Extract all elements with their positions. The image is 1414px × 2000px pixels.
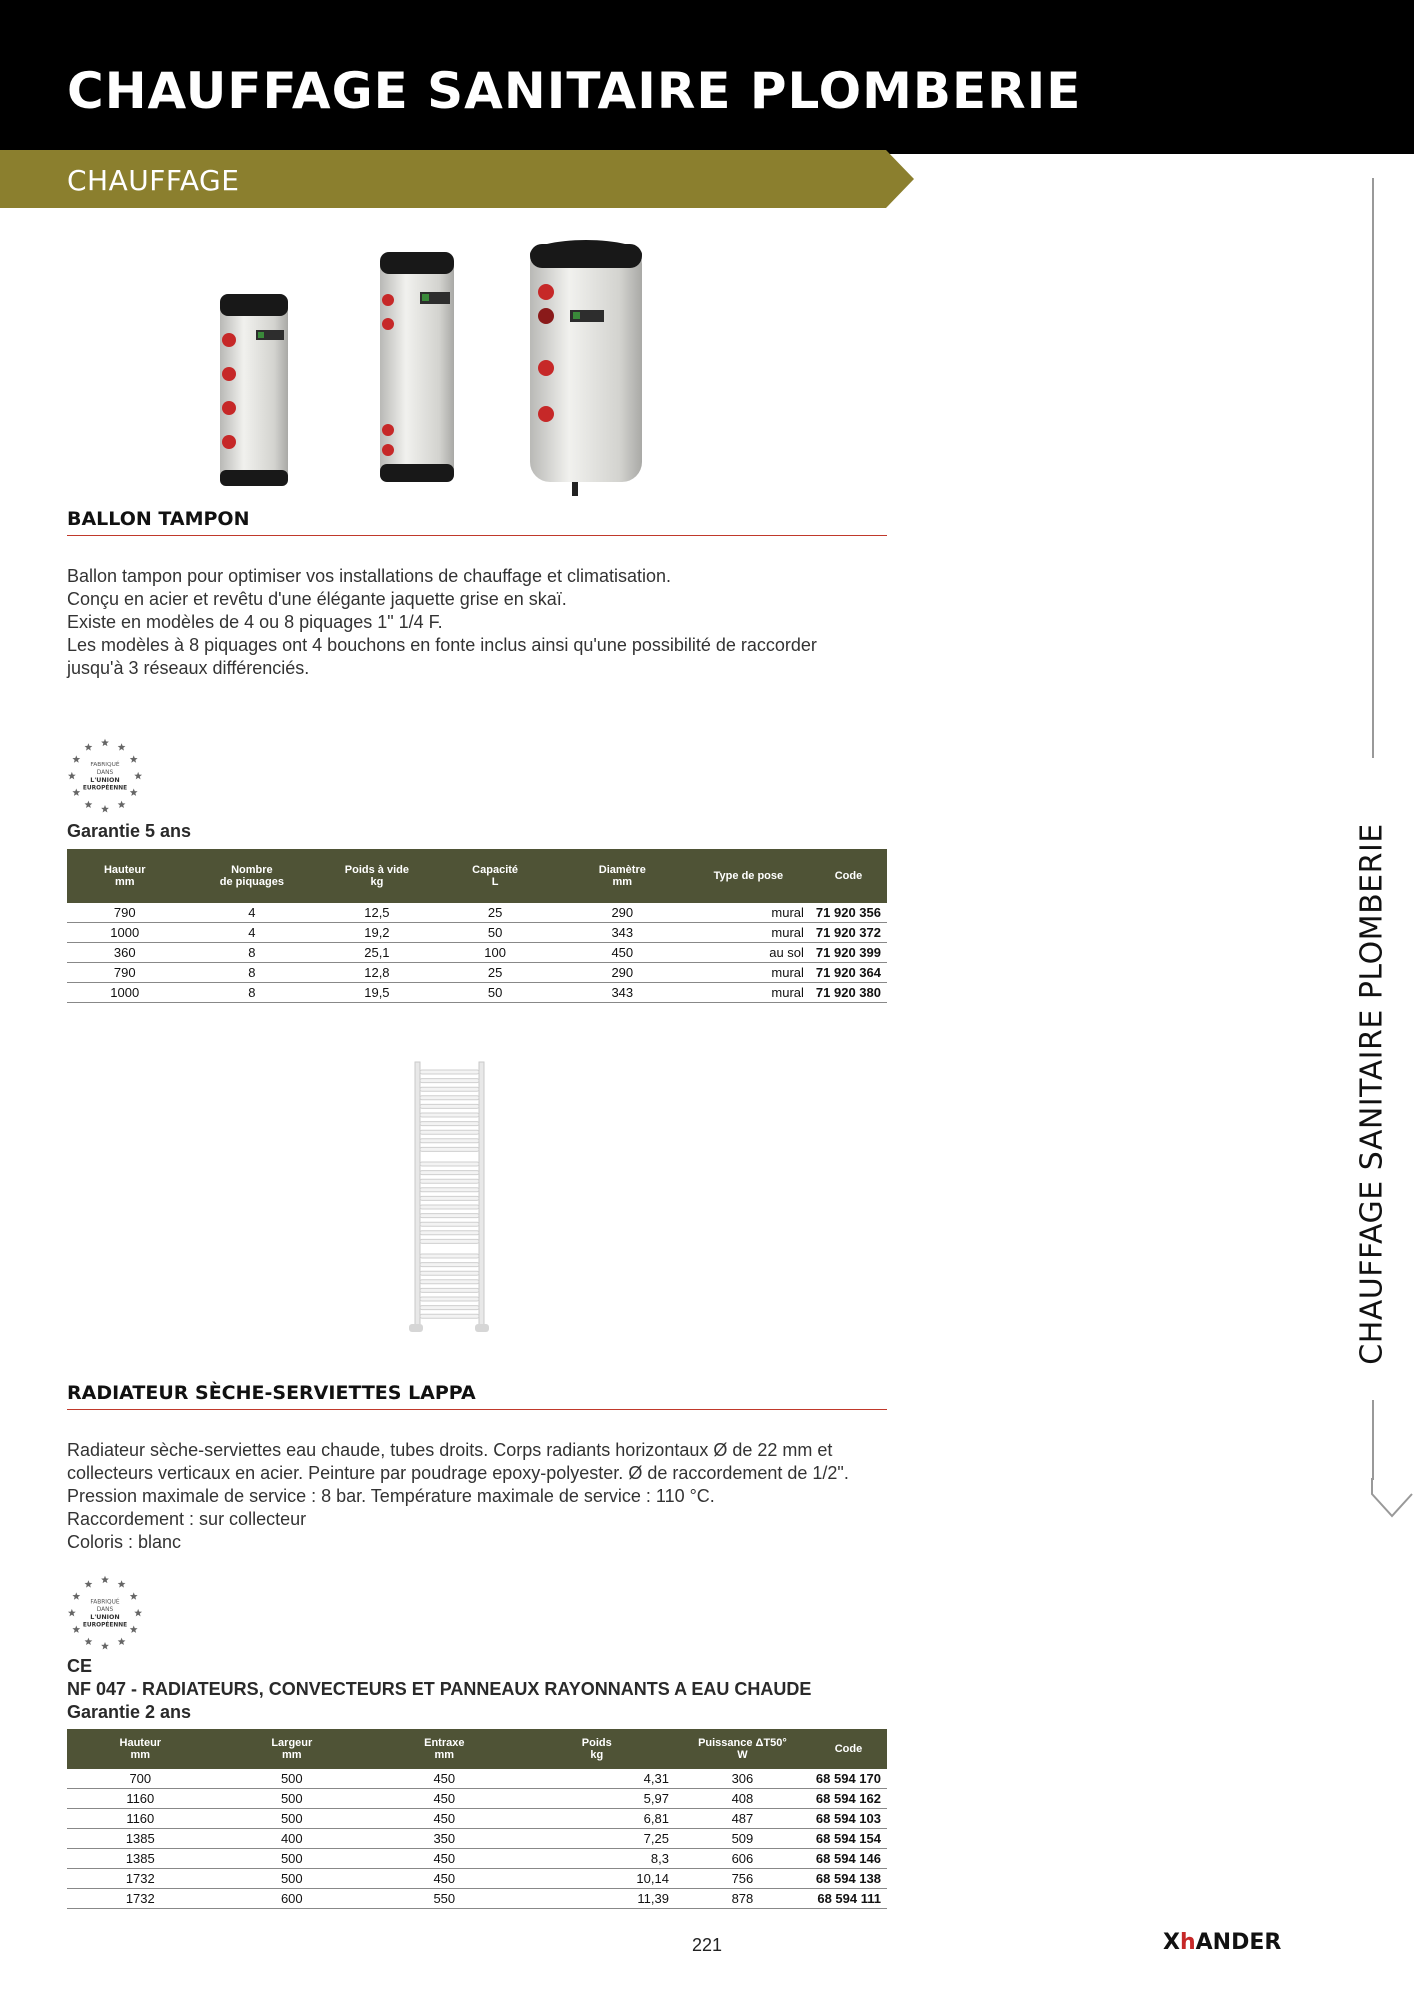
radiator-tube (420, 1179, 479, 1183)
description-line: Conçu en acier et revêtu d'une élégante jaquette grise en skaï. (67, 589, 567, 609)
column-header: Code (810, 849, 887, 903)
star-icon (101, 1642, 109, 1649)
radiator-tube (420, 1147, 479, 1151)
radiator-tube (420, 1079, 479, 1083)
table-row: 360 8 25,1 100 450 au sol 71 920 399 (67, 943, 887, 963)
radiator-tube (420, 1171, 479, 1175)
table-row: 1385 500 450 8,3 606 68 594 146 (67, 1849, 887, 1869)
ballon-tampon-guarantee: Garantie 5 ans (67, 821, 192, 841)
column-header: Largeur mm (214, 1729, 370, 1769)
star-icon (134, 1609, 142, 1616)
eu-made-badge (66, 1574, 144, 1652)
star-icon (85, 1638, 93, 1645)
radiateur-description (67, 1439, 897, 1554)
ballon-tampon-title: BALLON TAMPON (67, 508, 887, 536)
column-header: Capacité L (432, 849, 557, 903)
badge-line: DANS (96, 770, 114, 777)
radiator-tube (420, 1239, 479, 1243)
radiator-tube (420, 1087, 479, 1091)
column-header: Poids à vide kg (321, 849, 432, 903)
side-rule-top (1372, 178, 1374, 758)
ce-marking: CE (67, 1656, 93, 1676)
star-icon (72, 788, 80, 795)
ballon-tampon-description (67, 565, 897, 680)
radiator-tube (420, 1254, 479, 1258)
column-header: Puissance ΔT50° W (675, 1729, 810, 1769)
radiator-tube (420, 1070, 479, 1074)
radiator-tube (420, 1162, 479, 1166)
star-icon (130, 788, 138, 795)
radiator-tube (420, 1214, 479, 1218)
description-line: Existe en modèles de 4 ou 8 piquages 1" 1/4 F. (67, 612, 443, 632)
star-icon (130, 1592, 138, 1599)
star-icon (118, 743, 126, 750)
nf-certification: NF 047 - RADIATEURS, CONVECTEURS ET PANNEAUX RAYONNANTS A EAU CHAUDE (67, 1679, 812, 1699)
badge-line: FABRIQUÉ (90, 1599, 120, 1606)
star-icon (130, 1625, 138, 1632)
radiator-tube (420, 1314, 479, 1318)
star-icon (101, 739, 109, 746)
description-line: Ballon tampon pour optimiser vos installations de chauffage et climatisation. (67, 566, 672, 586)
badge-line: EUROPÉENNE (82, 785, 128, 792)
table-row: 700 500 450 4,31 306 68 594 170 (67, 1769, 887, 1789)
table-row: 1732 500 450 10,14 756 68 594 138 (67, 1869, 887, 1889)
ballon-tampon-table (67, 849, 887, 1003)
description-line: collecteurs verticaux en acier. Peinture par poudrage epoxy-polyester. Ø de raccordement de 1/2". (67, 1463, 849, 1483)
star-icon (72, 1592, 80, 1599)
star-icon (85, 801, 93, 808)
radiator-tube (420, 1205, 479, 1209)
page-number: 221 (692, 1935, 723, 1955)
radiator-tube (420, 1196, 479, 1200)
description-line: Pression maximale de service : 8 bar. Température maximale de service : 110 °C. (67, 1486, 715, 1506)
eu-made-badge (66, 737, 144, 815)
star-icon (72, 755, 80, 762)
radiator-tube (420, 1222, 479, 1226)
radiator-tube (420, 1271, 479, 1275)
star-icon (85, 743, 93, 750)
badge-line: EUROPÉENNE (82, 1622, 128, 1629)
radiator-tube (420, 1288, 479, 1292)
radiator-tube (420, 1231, 479, 1235)
star-icon (118, 801, 126, 808)
star-icon (68, 772, 76, 779)
radiator-tube (420, 1130, 479, 1134)
side-rule-bottom (1372, 1400, 1374, 1480)
star-icon (130, 755, 138, 762)
table-row: 1385 400 350 7,25 509 68 594 154 (67, 1829, 887, 1849)
star-icon (101, 805, 109, 812)
radiateur-image (405, 1060, 495, 1345)
radiator-tube (420, 1188, 479, 1192)
table-row: 790 4 12,5 25 290 mural 71 920 356 (67, 903, 887, 923)
radiator-tube (420, 1096, 479, 1100)
column-header: Diamètre mm (558, 849, 687, 903)
column-header: Hauteur mm (67, 1729, 214, 1769)
chevron-down-icon (1370, 1478, 1414, 1522)
column-header: Entraxe mm (370, 1729, 519, 1769)
radiateur-table (67, 1729, 887, 1909)
radiator-tube (420, 1297, 479, 1301)
table-row: 1732 600 550 11,39 878 68 594 111 (67, 1889, 887, 1909)
table-row: 1160 500 450 6,81 487 68 594 103 (67, 1809, 887, 1829)
column-header: Hauteur mm (67, 849, 182, 903)
star-icon (118, 1580, 126, 1587)
side-vertical-title: CHAUFFAGE SANITAIRE PLOMBERIE (1355, 813, 1390, 1375)
table-row: 1000 8 19,5 50 343 mural 71 920 380 (67, 983, 887, 1003)
radiator-tube (420, 1306, 479, 1310)
star-icon (118, 1638, 126, 1645)
badge-line: DANS (96, 1607, 114, 1614)
description-line: Coloris : blanc (67, 1532, 182, 1552)
column-header: Code (810, 1729, 887, 1769)
radiator-tube (420, 1280, 479, 1284)
star-icon (72, 1625, 80, 1632)
radiator-tube (420, 1113, 479, 1117)
description-line: Raccordement : sur collecteur (67, 1509, 307, 1529)
table-row: 1000 4 19,2 50 343 mural 71 920 372 (67, 923, 887, 943)
description-line: jusqu'à 3 réseaux différenciés. (67, 658, 310, 678)
xhander-logo: XhANDER (1163, 1930, 1282, 1955)
section-title: CHAUFFAGE (67, 164, 240, 197)
column-header: Nombre de piquages (182, 849, 321, 903)
star-icon (85, 1580, 93, 1587)
badge-line: L'UNION (90, 1613, 120, 1621)
star-icon (68, 1609, 76, 1616)
badge-line: L'UNION (90, 776, 120, 784)
badge-line: FABRIQUÉ (90, 762, 120, 769)
star-icon (101, 1576, 109, 1583)
ballon-tampon-image (210, 240, 660, 505)
radiator-tube (420, 1263, 479, 1267)
description-line: Radiateur sèche-serviettes eau chaude, tubes droits. Corps radiants horizontaux Ø de 22 mm et (67, 1440, 833, 1460)
page-title: CHAUFFAGE SANITAIRE PLOMBERIE (67, 62, 1082, 120)
radiateur-title: RADIATEUR SÈCHE-SERVIETTES LAPPA (67, 1382, 887, 1410)
description-line: Les modèles à 8 piquages ont 4 bouchons en fonte inclus ainsi qu'une possibilité de raccorder (67, 635, 817, 655)
star-icon (134, 772, 142, 779)
radiator-tube (420, 1122, 479, 1126)
table-row: 790 8 12,8 25 290 mural 71 920 364 (67, 963, 887, 983)
table-row: 1160 500 450 5,97 408 68 594 162 (67, 1789, 887, 1809)
column-header: Type de pose (687, 849, 810, 903)
radiator-tube (420, 1104, 479, 1108)
radiator-tube (420, 1139, 479, 1143)
radiateur-guarantee: Garantie 2 ans (67, 1702, 192, 1722)
column-header: Poids kg (519, 1729, 675, 1769)
